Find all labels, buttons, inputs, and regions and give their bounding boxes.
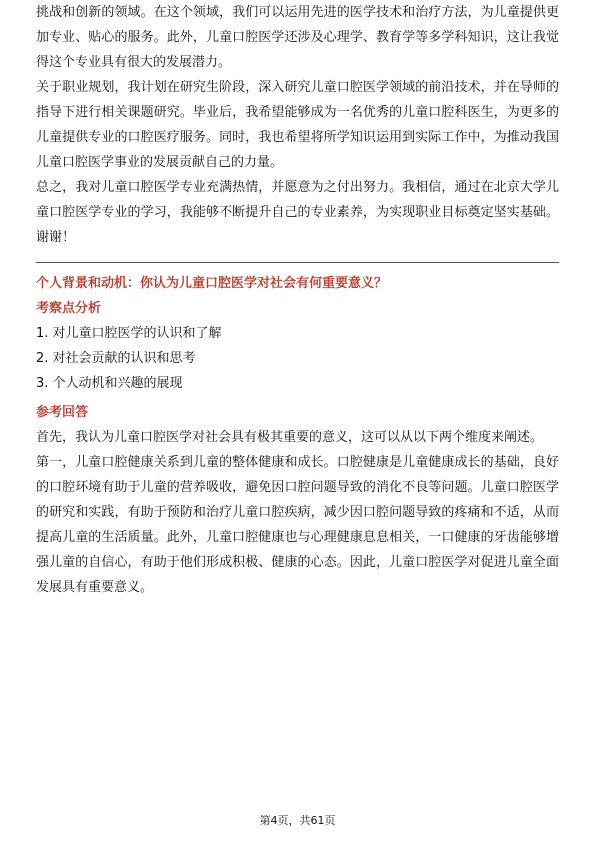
page-number: 第4页，共61页 — [259, 814, 336, 827]
body-paragraph: 挑战和创新的领域。在这个领域，我们可以运用先进的医学技术和治疗方法，为儿童提供更加专业、贴心的服务。此外，儿童口腔医学还涉及心理学、教育学等多学科知识，这让我觉得这个专业具有很大的发展潜力。 — [36, 5, 559, 70]
body-paragraph: 关于职业规划，我计划在研究生阶段，深入研究儿童口腔医学领域的前沿技术，并在导师的指导下进行相关课题研究。毕业后，我希望能够成为一名优秀的儿童口腔科医生，为更多的儿童提供专业的口腔医疗服务。同时，我也希望将所学知识运用到实际工作中，为推动我国儿童口腔医学事业的发展贡献自己的力量。 — [36, 80, 559, 170]
document-page — [36, 0, 559, 600]
answer-paragraph: 第一，儿童口腔健康关系到儿童的整体健康和成长。口腔健康是儿童健康成长的基础，良好的口腔环境有助于儿童的营养吸收，避免因口腔问题导致的消化不良等问题。儿童口腔医学的研究和实践，有助于预防和治疗儿童口腔疾病，减少因口腔问题导致的疼痛和不适，从而提高儿童的生活质量。此外，儿童口腔健康也与心理健康息息相关，一口健康的牙齿能够增强儿童的自信心，有助于他们形成积极、健康的心态。因此，儿童口腔医学对促进儿童全面发展具有重要意义。 — [36, 455, 559, 595]
analysis-heading: 考察点分析 — [36, 301, 102, 316]
analysis-item: 1. 对儿童口腔医学的认识和了解 — [36, 326, 222, 341]
answer-heading: 参考回答 — [36, 405, 89, 420]
answer-paragraph: 首先，我认为儿童口腔医学对社会具有极其重要的意义，这可以从以下两个维度来阐述。 — [36, 430, 544, 445]
analysis-item: 3. 个人动机和兴趣的展现 — [36, 376, 183, 391]
question-heading: 个人背景和动机：你认为儿童口腔医学对社会有何重要意义？ — [36, 276, 388, 291]
analysis-item: 2. 对社会贡献的认识和思考 — [36, 351, 196, 366]
body-paragraph: 总之，我对儿童口腔医学专业充满热情，并愿意为之付出努力。我相信，通过在北京大学儿童口腔医学专业的学习，我能够不断提升自己的专业素养，为实现职业目标奠定坚实基础。谢谢！ — [36, 180, 559, 245]
section-divider — [36, 262, 559, 263]
